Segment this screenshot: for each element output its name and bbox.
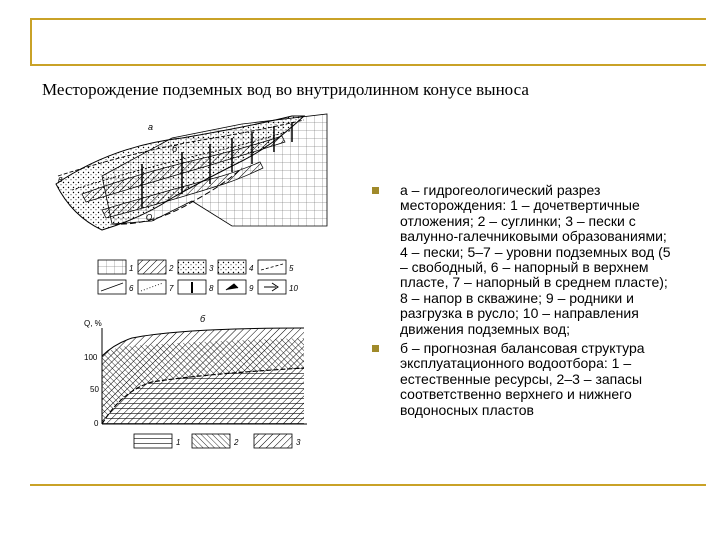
label-q: Q₁: [146, 213, 155, 222]
figure-svg: [42, 106, 352, 464]
accent-line-bottom: [30, 484, 706, 486]
legend-a-2: 2: [169, 264, 174, 273]
ytick-100: 100: [84, 353, 98, 362]
accent-line-vertical: [30, 18, 32, 65]
bullet-text: б – прогнозная балансовая структура эксплуатационного водоотбора: 1 – естественные ресурсы, 2–3 – запасы соответственно верхнего и нижнего водоносных пластов: [400, 340, 645, 418]
legend-a: [98, 260, 298, 294]
ytick-50: 50: [90, 385, 99, 394]
legend-b-2: 2: [234, 438, 239, 447]
legend-a-1: 1: [129, 264, 134, 273]
ytick-0: 0: [94, 419, 99, 428]
legend-a-6: 6: [129, 284, 134, 293]
cross-section: [56, 114, 327, 230]
bullet-list: [372, 183, 672, 418]
accent-line-title-bottom: [30, 64, 706, 66]
bullet-item: [372, 183, 672, 337]
bullet-text: а – гидрогеологический разрез месторождения: 1 – дочетвертичные отложения; 2 – суглинки; 3 – пески с валунно-галечниковыми образованиями; 4 – пески; 5–7 – уровни подземных вод (5 – свободный, 6 – напорный в верхнем пласте, 7 – напорный в среднем пласте); 8 – напор в скважине; 9 – родники и разгрузка в русло; 10 – направления движения подземных вод;: [400, 182, 671, 337]
legend-a-8: 8: [209, 284, 214, 293]
slide-title: Месторождение подземных вод во внутридолинном конусе выноса: [42, 80, 529, 99]
label-b: б: [200, 314, 206, 324]
legend-a-5: 5: [289, 264, 294, 273]
hydrogeology-figure: [42, 106, 352, 464]
legend-a-4: 4: [249, 264, 254, 273]
bullet-marker-icon: [372, 187, 379, 194]
legend-a-7: 7: [169, 284, 174, 293]
legend-a-10: 10: [289, 284, 298, 293]
balance-chart: [84, 314, 307, 428]
legend-a-9: 9: [249, 284, 254, 293]
label-a: а: [148, 122, 154, 132]
legend-b: [134, 434, 301, 448]
label-b-small: б: [172, 144, 178, 154]
legend-b-3: 3: [296, 438, 301, 447]
label-v: в: [58, 174, 63, 184]
chart-ylabel: Q, %: [84, 319, 102, 328]
legend-b-1: 1: [176, 438, 181, 447]
accent-line-top: [30, 18, 706, 20]
bullet-item: [372, 341, 672, 418]
legend-a-3: 3: [209, 264, 214, 273]
bullet-marker-icon: [372, 345, 379, 352]
